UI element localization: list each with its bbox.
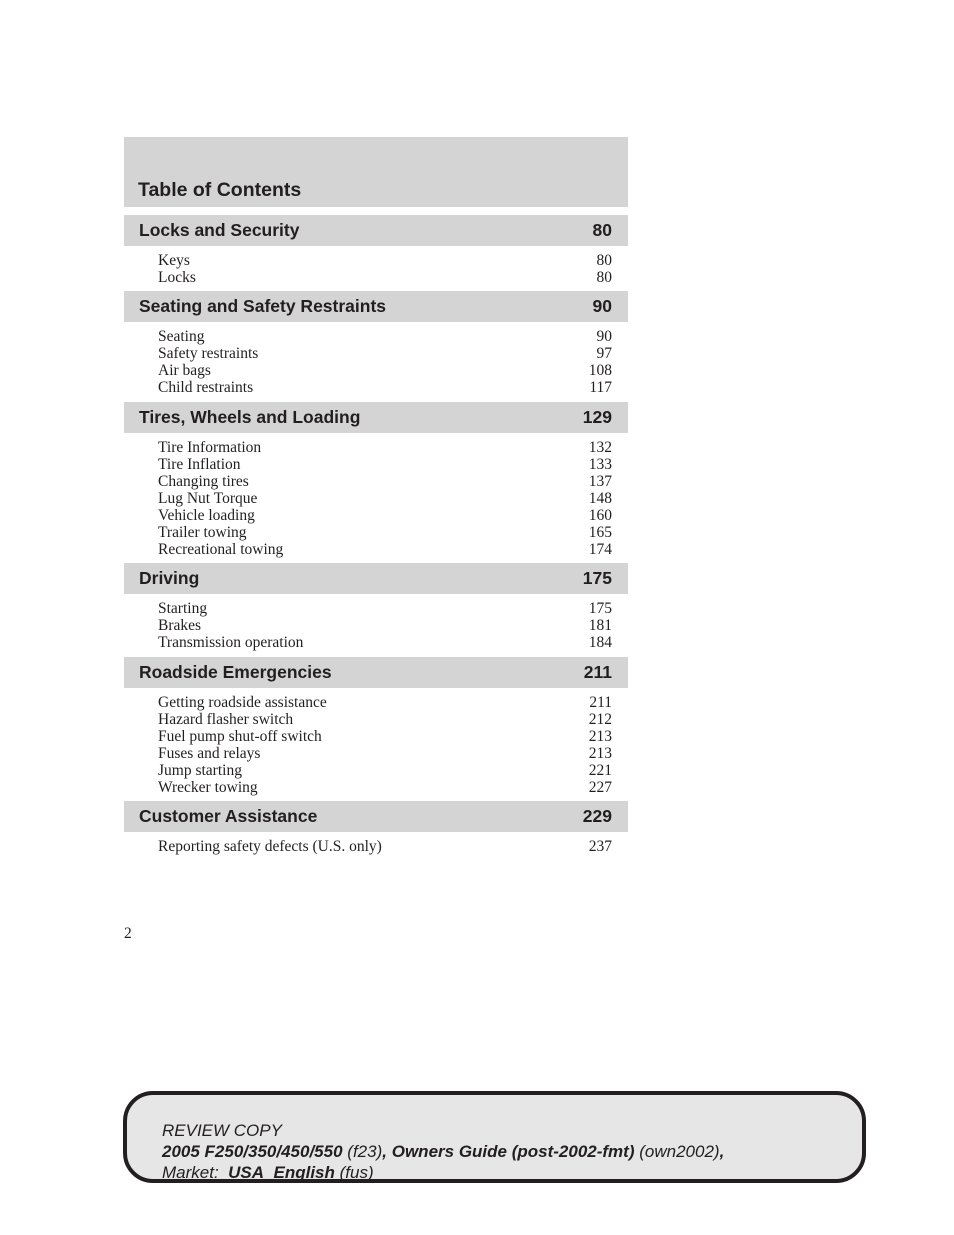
toc-entry-label: Wrecker towing xyxy=(158,778,258,796)
toc-entry xyxy=(158,328,612,345)
section-item-list xyxy=(124,433,628,564)
toc-entry-label: Hazard flasher switch xyxy=(158,710,294,728)
toc-entry xyxy=(158,524,612,541)
toc-entry-page: 221 xyxy=(588,761,612,779)
toc-entry xyxy=(158,745,612,762)
section-title: Driving xyxy=(139,568,200,589)
toc-entry xyxy=(158,600,612,617)
review-model: 2005 F250/350/450/550 xyxy=(162,1142,343,1161)
review-sep1: , xyxy=(382,1142,387,1161)
section-item-list xyxy=(124,246,628,291)
toc-entry-page: 174 xyxy=(588,541,612,559)
toc-entry xyxy=(158,456,612,473)
review-guide-code: (own2002) xyxy=(639,1142,720,1161)
toc-entry-label: Locks xyxy=(158,269,196,287)
toc-entry-label: Fuses and relays xyxy=(158,744,261,762)
toc-entry-label: Transmission operation xyxy=(158,634,304,652)
review-guide: Owners Guide (post-2002-fmt) xyxy=(391,1142,635,1161)
review-model-code: (f23) xyxy=(347,1142,383,1161)
section-header xyxy=(124,291,628,322)
section-page: 229 xyxy=(582,806,612,827)
review-model-line xyxy=(162,1141,724,1162)
toc-entry xyxy=(158,541,612,558)
section-title: Tires, Wheels and Loading xyxy=(139,406,361,427)
section-item-list xyxy=(124,322,628,401)
toc-header xyxy=(124,137,628,207)
toc-entry-page: 211 xyxy=(589,693,612,711)
toc-entry-label: Changing tires xyxy=(158,472,249,490)
toc-entry-label: Tire Inflation xyxy=(158,455,241,473)
toc-entry-label: Starting xyxy=(158,600,208,618)
toc-entry xyxy=(158,762,612,779)
toc-entry-page: 160 xyxy=(588,506,612,524)
section-title: Customer Assistance xyxy=(139,806,318,827)
toc-entry xyxy=(158,507,612,524)
toc-entry-page: 97 xyxy=(596,345,612,363)
section-header xyxy=(124,215,628,246)
section-item-list xyxy=(124,594,628,656)
section-header xyxy=(124,563,628,594)
toc-entry-page: 90 xyxy=(596,328,612,346)
review-market-label: Market: xyxy=(162,1163,219,1182)
toc-sections xyxy=(124,215,628,860)
review-sep2: , xyxy=(719,1142,725,1161)
toc-entry-label: Recreational towing xyxy=(158,541,284,559)
toc-entry-page: 184 xyxy=(588,634,612,652)
section-title: Locks and Security xyxy=(139,220,300,240)
toc-entry-label: Child restraints xyxy=(158,379,254,397)
toc-entry-label: Air bags xyxy=(158,362,211,380)
toc-title: Table of Contents xyxy=(138,179,302,201)
toc-entry-page: 108 xyxy=(588,362,612,380)
toc-entry-page: 148 xyxy=(588,489,612,507)
toc-entry xyxy=(158,838,612,855)
review-heading: REVIEW COPY xyxy=(162,1121,282,1140)
review-copy-box xyxy=(123,1091,866,1183)
toc-entry xyxy=(158,252,612,269)
toc-entry-label: Getting roadside assistance xyxy=(158,693,327,711)
review-copy-text xyxy=(162,1120,724,1183)
section-item-list xyxy=(124,832,628,860)
page-number: 2 xyxy=(124,925,132,942)
toc-entry-page: 80 xyxy=(596,269,612,287)
toc-entry-label: Jump starting xyxy=(158,761,242,779)
section-header xyxy=(124,801,628,832)
toc-entry xyxy=(158,779,612,796)
review-market-line xyxy=(162,1162,724,1183)
toc-entry xyxy=(158,711,612,728)
review-market: USA_English xyxy=(228,1163,335,1182)
toc-entry-label: Fuel pump shut-off switch xyxy=(158,727,322,745)
section-header xyxy=(124,402,628,433)
toc-entry-page: 213 xyxy=(588,727,612,745)
toc-entry xyxy=(158,490,612,507)
toc-entry xyxy=(158,728,612,745)
review-market-code: (fus) xyxy=(339,1163,374,1182)
toc-entry-label: Lug Nut Torque xyxy=(158,489,258,507)
toc-entry-page: 117 xyxy=(589,379,612,397)
toc-entry-label: Vehicle loading xyxy=(158,506,255,524)
section-header xyxy=(124,657,628,688)
section-page: 211 xyxy=(583,661,612,682)
toc-entry-page: 165 xyxy=(588,524,612,542)
toc-entry xyxy=(158,473,612,490)
toc-entry xyxy=(158,362,612,379)
toc-entry-label: Reporting safety defects (U.S. only) xyxy=(158,838,382,856)
toc-entry xyxy=(158,269,612,286)
toc-entry xyxy=(158,617,612,634)
toc-entry-page: 237 xyxy=(588,838,612,856)
section-page: 90 xyxy=(592,296,612,317)
toc-entry xyxy=(158,439,612,456)
section-page: 175 xyxy=(582,568,612,589)
toc-entry-page: 181 xyxy=(588,617,612,635)
toc-entry xyxy=(158,634,612,651)
toc-entry-label: Trailer towing xyxy=(158,524,247,542)
toc-entry-label: Keys xyxy=(158,252,190,269)
toc-entry-label: Brakes xyxy=(158,617,202,635)
toc-entry-page: 137 xyxy=(588,472,612,490)
toc-entry-label: Tire Information xyxy=(158,438,262,456)
toc-entry-label: Safety restraints xyxy=(158,345,259,363)
section-page: 80 xyxy=(592,220,612,240)
toc-entry-page: 132 xyxy=(588,438,612,456)
section-title: Roadside Emergencies xyxy=(139,661,332,682)
toc-entry-page: 213 xyxy=(588,744,612,762)
toc-entry xyxy=(158,694,612,711)
section-title: Seating and Safety Restraints xyxy=(139,296,387,317)
toc-entry-label: Seating xyxy=(158,328,205,346)
toc-entry-page: 212 xyxy=(588,710,612,728)
toc-entry-page: 133 xyxy=(588,455,612,473)
section-page: 129 xyxy=(582,406,612,427)
toc-entry xyxy=(158,345,612,362)
toc-entry-page: 80 xyxy=(596,252,612,269)
toc-entry xyxy=(158,379,612,396)
section-item-list xyxy=(124,688,628,802)
toc-entry-page: 175 xyxy=(588,600,612,618)
toc-entry-page: 227 xyxy=(588,778,612,796)
